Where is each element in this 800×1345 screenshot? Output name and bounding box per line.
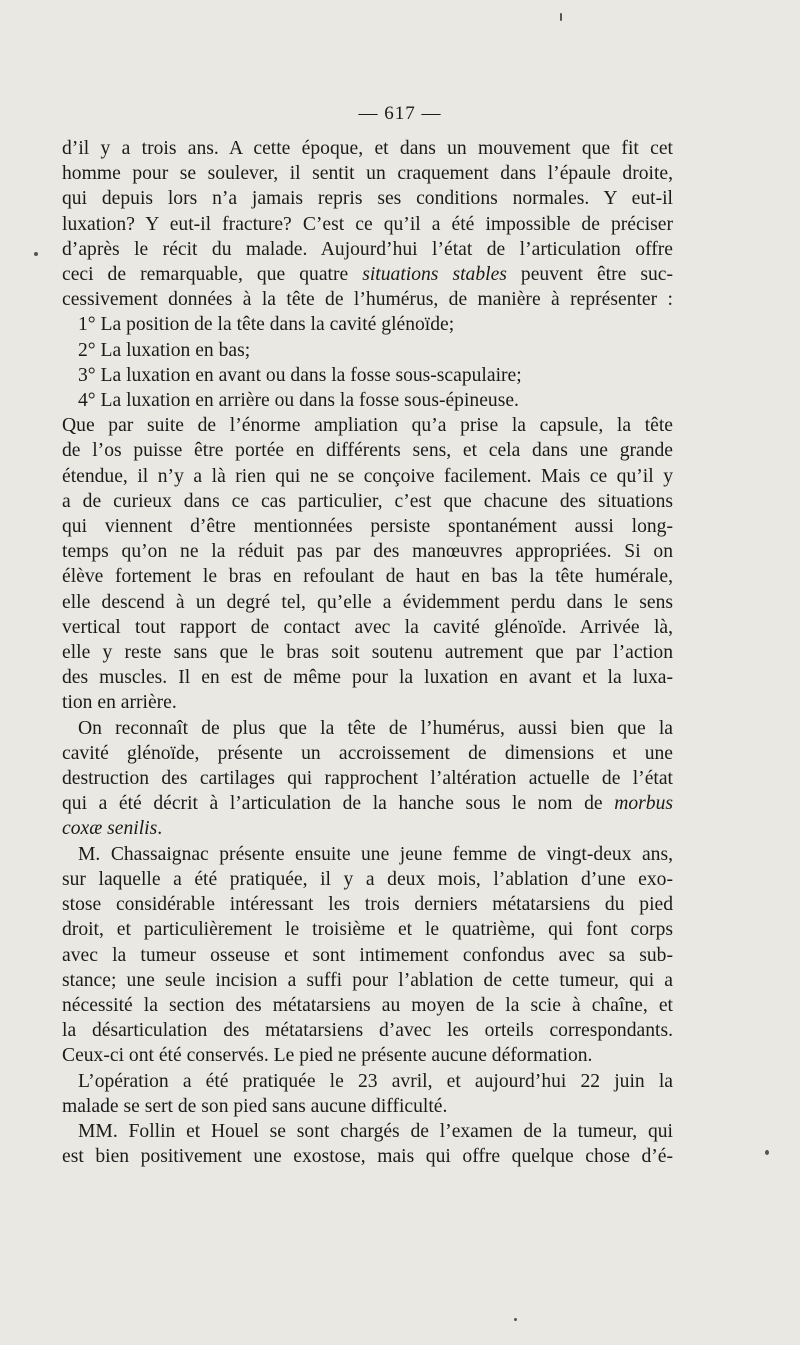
body-text xyxy=(62,136,673,1169)
text-line: stance; une seule incision a suffi pour l’ablation de cette tumeur, qui a xyxy=(62,969,673,991)
list-item: 4° La luxation en arrière ou dans la fosse sous-épineuse. xyxy=(78,390,519,412)
text-line: des muscles. Il en est de même pour la luxation en avant et la luxa- xyxy=(62,667,673,689)
paragraph-5 xyxy=(62,1069,673,1119)
text-line: a de curieux dans ce cas particulier, c’est que chacune des situations xyxy=(62,490,673,512)
text-line: elle y reste sans que le bras soit soutenu autrement que par l’action xyxy=(62,642,673,664)
text-line: luxation? Y eut-il fracture? C’est ce qu’il a été impossible de préciser xyxy=(62,213,673,235)
italic-text: morbus xyxy=(614,793,673,815)
scan-speck xyxy=(560,13,562,21)
text-line: elle descend à un degré tel, qu’elle a évidemment perdu dans le sens xyxy=(62,591,673,613)
text-line: d’après le récit du malade. Aujourd’hui l’état de l’articulation offre xyxy=(62,238,673,260)
text-line: droit, et particulièrement le troisième et le quatrième, qui font corps xyxy=(62,919,673,941)
text-line: qui viennent d’être mentionnées persiste spontanément aussi long- xyxy=(62,516,673,538)
italic-text: coxæ senilis xyxy=(62,818,158,840)
list-item: 3° La luxation en avant ou dans la fosse sous-scapulaire; xyxy=(78,364,522,386)
text-line: homme pour se soulever, il sentit un craquement dans l’épaule droite, xyxy=(62,163,673,185)
text-line: la désarticulation des métatarsiens d’avec les orteils correspondants. xyxy=(62,1020,673,1042)
text-line: avec la tumeur osseuse et sont intimement confondus avec sa sub- xyxy=(62,944,673,966)
scan-speck xyxy=(514,1318,517,1321)
text-line: nécessité la section des métatarsiens au moyen de la scie à chaîne, et xyxy=(62,994,673,1016)
scan-speck xyxy=(34,252,38,256)
paragraph-6 xyxy=(62,1119,673,1169)
text-line: M. Chassaignac présente ensuite une jeune femme de vingt-deux ans, xyxy=(78,843,673,865)
paragraph-2 xyxy=(62,413,673,715)
text-line: stose considérable intéressant les trois derniers métatarsiens du pied xyxy=(62,894,673,916)
text-fragment: . xyxy=(157,818,163,840)
text-line: Ceux-ci ont été conservés. Le pied ne présente aucune déformation. xyxy=(62,1045,593,1067)
text-line: L’opération a été pratiquée le 23 avril, et aujourd’hui 22 juin la xyxy=(78,1070,673,1092)
text-fragment: ceci de remarquable, que quatre xyxy=(62,264,363,286)
text-line: cavité glénoïde, présente un accroissement de dimensions et une xyxy=(62,742,673,764)
page-number: — 617 — xyxy=(358,103,442,124)
text-line: sur laquelle a été pratiquée, il y a deux mois, l’ablation d’une exo- xyxy=(62,868,673,890)
text-line: tion en arrière. xyxy=(62,692,177,714)
list-item: 1° La position de la tête dans la cavité glénoïde; xyxy=(78,314,455,336)
text-line: malade se sert de son pied sans aucune difficulté. xyxy=(62,1095,448,1117)
text-line: élève fortement le bras en refoulant de haut en bas la tête humérale, xyxy=(62,566,673,588)
text-fragment: peuvent être suc- xyxy=(506,264,673,286)
scan-speck xyxy=(765,1150,769,1155)
text-line: étendue, il n’y a là rien qui ne se conçoive facilement. Mais ce qu’il y xyxy=(62,465,673,487)
text-line xyxy=(62,791,673,816)
text-line: destruction des cartilages qui rapprochent l’altération actuelle de l’état xyxy=(62,768,673,790)
paragraph-4 xyxy=(62,842,673,1069)
text-line: est bien positivement une exostose, mais qui offre quelque chose d’é- xyxy=(62,1146,673,1168)
text-line: vertical tout rapport de contact avec la cavité glénoïde. Arrivée là, xyxy=(62,616,673,638)
italic-text: situations stables xyxy=(362,264,507,286)
text-line xyxy=(62,816,673,841)
paragraph-3 xyxy=(62,716,673,842)
text-line: MM. Follin et Houel se sont chargés de l’examen de la tumeur, qui xyxy=(78,1120,673,1142)
text-line: On reconnaît de plus que la tête de l’humérus, aussi bien que la xyxy=(78,717,673,739)
text-fragment: qui a été décrit à l’articulation de la hanche sous le nom de xyxy=(62,793,615,815)
text-line: temps qu’on ne la réduit pas par des manœuvres appropriées. Si on xyxy=(62,541,673,563)
text-line: d’il y a trois ans. A cette époque, et dans un mouvement que fit cet xyxy=(62,138,673,159)
text-line: cessivement données à la tête de l’humérus, de manière à représenter : xyxy=(62,289,673,311)
situations-list xyxy=(62,312,673,413)
text-line: de l’os puisse être portée en différents sens, et cela dans une grande xyxy=(62,440,673,462)
list-item: 2° La luxation en bas; xyxy=(78,339,251,361)
text-line: qui depuis lors n’a jamais repris ses conditions normales. Y eut-il xyxy=(62,188,673,210)
paragraph-1 xyxy=(62,136,673,312)
text-line: Que par suite de l’énorme ampliation qu’a prise la capsule, la tête xyxy=(62,415,673,437)
text-line xyxy=(62,262,673,287)
